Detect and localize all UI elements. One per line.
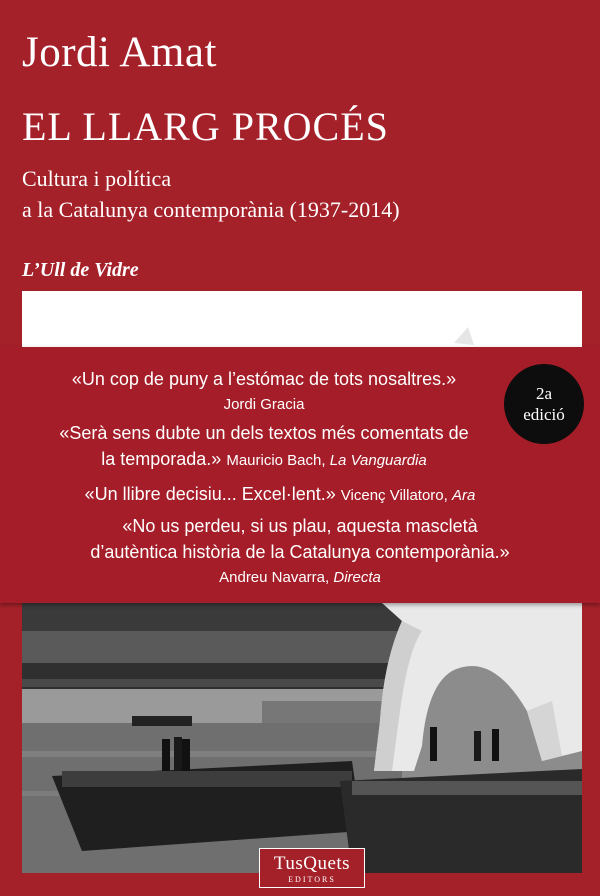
edition-number: 2a bbox=[535, 384, 553, 403]
quote-2-source: La Vanguardia bbox=[329, 452, 427, 469]
quote-4-author: Andreu Navarra, bbox=[219, 569, 330, 586]
quote-4-line-2: d’autèntica història de la Catalunya contemporània.» bbox=[90, 542, 510, 562]
quote-2 bbox=[0, 420, 528, 474]
subtitle-line-2: a la Catalunya contemporània (1937-2014) bbox=[22, 197, 400, 222]
edition-badge bbox=[504, 364, 584, 444]
quote-4-line-1: «No us perdeu, si us plau, aquesta mascletà bbox=[122, 516, 478, 536]
quote-2-line-2-text: la temporada.» bbox=[101, 449, 222, 469]
quote-3-attribution bbox=[341, 487, 476, 504]
quote-2-line-2 bbox=[0, 446, 528, 474]
quote-3 bbox=[0, 481, 560, 509]
quote-2-author: Mauricio Bach, bbox=[226, 452, 326, 469]
quote-1-attribution: Jordi Gracia bbox=[223, 396, 305, 413]
quote-1-text: «Un cop de puny a l’estómac de tots nosaltres.» bbox=[71, 369, 457, 389]
publisher-subtitle: EDITORS bbox=[288, 875, 336, 884]
quote-2-line-1: «Serà sens dubte un dels textos més comentats de bbox=[59, 423, 469, 443]
author-name: Jordi Amat bbox=[22, 29, 217, 76]
quote-4-attribution bbox=[0, 565, 600, 591]
publisher-logo bbox=[259, 848, 365, 888]
quote-3-source: Ara bbox=[451, 487, 476, 504]
collection-name: L’Ull de Vidre bbox=[22, 259, 139, 281]
quote-4-source: Directa bbox=[333, 569, 381, 586]
quote-3-author: Vicenç Villatoro, bbox=[340, 487, 448, 504]
quote-2-attribution bbox=[226, 452, 426, 469]
quote-1 bbox=[24, 366, 504, 418]
edition-label: edició bbox=[523, 405, 565, 424]
quote-4 bbox=[0, 513, 600, 591]
publisher-name: TusQuets bbox=[273, 853, 351, 874]
subtitle-line-1: Cultura i política bbox=[22, 166, 172, 191]
book-title: EL LLARG PROCÉS bbox=[22, 104, 389, 149]
book-subtitle bbox=[22, 163, 400, 225]
quote-3-text: «Un llibre decisiu... Excel·lent.» bbox=[84, 484, 336, 504]
